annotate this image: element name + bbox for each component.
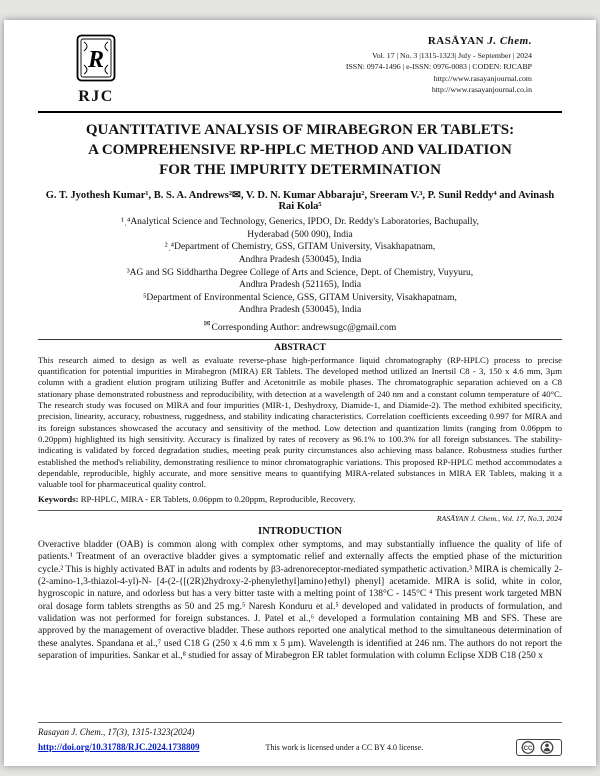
journal-url-in[interactable]: http://www.rasayanjournal.co.in: [431, 84, 532, 94]
journal-masthead: [346, 34, 532, 95]
svg-text:CC: CC: [523, 746, 533, 752]
journal-title: [346, 34, 532, 50]
journal-abbrev: J. Chem.: [487, 35, 532, 47]
footer-links-row: [38, 742, 562, 756]
journal-logo-block: [72, 34, 120, 106]
title-line-1: QUANTITATIVE ANALYSIS OF MIRABEGRON ER TABLETS:: [85, 122, 515, 138]
journal-name: RASĀYAN: [427, 35, 485, 47]
cc-by-badge[interactable]: [516, 739, 562, 756]
title-line-2: A COMPREHENSIVE RP-HPLC METHOD AND VALIDATION: [88, 141, 512, 158]
abstract-body: This research aimed to design as well as evaluate reverse-phase high-performance liquid chromatography (RP-HPLC) process to precise quantification for potential impurities in Mirabegron (MIRA) ER Tablets. The developed method utilized an Inertsil C8 - 3, 150 x 4.6 mm, 3µm column with a gradient elution program utilizing Buffer and Acetonitrile as mobile phases. The chromatographic separation achieved on a C8 stationary phase demonstrated robustness and reproducibility, with detection at a wavelength of 240 nm and a constant column temperature of 40°C. The research study was focused on MIRA and four impurities (MIR-1, Deshydroxy, Diamide-1, and Diamide-2). The method exhibited specificity, precision, linearity, accuracy, robustness, ruggedness, and stability indicating characteristics. Correlation coefficients exceeding 0.997 for MIRA and its foreign substances showcased the accuracy and sensitivity of the method. Low detection and quantization limits (ranging from 0.06ppm to 0.20ppm) highlighted its high sensitivity. Accuracy is finalized by rates of recovery as 96.1% to 100.3% for all foreign substances. The stability-indicating is validated by forced degradation studies, meeting peak purity circumstances also achieving mass balance. Robustness studies further established the method's reliability, demonstrating resilience to minor chromatographic variations. This proposed RP-HPLC method accommodates a dependable, reproducible, highly accurate, and more sensitive means to quantifying MIRA-related substances in MIRA ER Tablets, making it a valuable tool for pharmaceutical quality control.: [38, 354, 562, 490]
corresponding-author-line: [38, 319, 562, 333]
footer-citation: Rasayan J. Chem., 17(3), 1315-1323(2024): [38, 727, 195, 737]
keywords-label: Keywords:: [38, 493, 79, 504]
introduction-heading: INTRODUCTION: [257, 525, 342, 537]
journal-header: [38, 32, 562, 106]
header-rule: [38, 111, 562, 113]
rjc-logo-emblem: [76, 34, 116, 82]
affiliation-line: Andhra Pradesh (530045), India: [238, 305, 362, 316]
keywords-text: RP-HPLC, MIRA - ER Tablets, 0.06ppm to 0.20ppm, Reproducible, Recovery.: [78, 493, 356, 504]
section-rule: [38, 510, 562, 511]
affiliation-line: ³AG and SG Siddhartha Degree College of Arts and Science, Dept. of Chemistry, Vuyyuru,: [126, 267, 474, 278]
volume-line: Vol. 17 | No. 3 |1315-1323| July - September | 2024: [372, 50, 532, 60]
running-head: RASĀYAN J. Chem., Vol. 17, No.3, 2024: [436, 513, 562, 523]
page-footer: [38, 722, 562, 756]
doi-link[interactable]: http://doi.org/10.31788/RJC.2024.1738809: [38, 742, 200, 752]
affiliation-line: Andhra Pradesh (521165), India: [238, 280, 362, 291]
rjc-logo-text: RJC: [78, 88, 114, 105]
authors-line: G. T. Jyothesh Kumar¹, B. S. A. Andrews²✉, V. D. N. Kumar Abbaraju², Sreeram V.³, P. Sunil Reddy⁴ and Avinash Rai Kola⁵: [45, 190, 555, 213]
affiliation-line: Hyderabad (500 090), India: [247, 229, 353, 240]
svg-text:R: R: [87, 47, 105, 73]
affiliation-line: ²ˌ⁴Department of Chemistry, GSS, GITAM University, Visakhapatnam,: [164, 242, 436, 253]
article-title: [38, 121, 562, 180]
envelope-icon: ✉: [203, 318, 211, 328]
abstract-top-rule: [38, 339, 562, 340]
affiliation-line: ¹ˌ⁴Analytical Science and Technology, Generics, IPDO, Dr. Reddy's Laboratories, Bachupally,: [121, 217, 479, 228]
affiliation-line: ⁵Department of Environmental Science, GSS, GITAM University, Visakhapatnam,: [143, 292, 457, 303]
journal-url-com[interactable]: http://www.rasayanjournal.com: [433, 73, 532, 83]
corresponding-author-text[interactable]: Corresponding Author: andrewsugc@gmail.com: [211, 322, 397, 333]
issn-line: ISSN: 0974-1496 | e-ISSN: 0976-0083 | CODEN: RJCABP: [345, 62, 532, 72]
article-page: [4, 20, 596, 766]
affiliation-line: Andhra Pradesh (530045), India: [238, 254, 362, 265]
abstract-heading: ABSTRACT: [274, 342, 326, 353]
introduction-body: Overactive bladder (OAB) is common along with complex other symptoms, and may substantially influence the quality of life of patients.¹ Treatment of an overactive bladder gives a symptomatic relief and externally affects the emptied phase of the micturition cycle.² This is highly activated BAT in adults and rodents by β3-adrenoreceptor-mediated sympathetic activation.³ MIRA is chemically 2-(2-amino-1,3-thiazol-4-yl)-N- [4-(2-{[(2R)2hydroxy-2-phenylethyl]amino}ethyl) phenyl] acetamide. MIRA is solid, white in color, hygroscopic in nature, and odorless but has a very bitter taste with a melting point of 138°C - 145°C ⁴ This present work targeted MBN oral dosage form tablets strengths as 50 and 25 mg.⁵ Naresh Konduru et al.⁵ developed and validated in products of formulation, and validation was not performed for foreign substances. J. Patel et al.,⁶ developed a formulation containing MB and SFS. These are approved by the management of overactive bladder. These authors reported one analytical method to the simultaneous determination of these analytes. Spandana et al.,⁷ used C18 G (250 x 4.6 mm x 5 µm). Wavelength is identified at 246 nm. The authors do not report the separation of impurities. Sankar et al.,⁸ studied for assay of Mirabegron ER tablet formulation with column Eclipse XDB C18 (250 x: [38, 539, 562, 661]
license-text: This work is licensed under a CC BY 4.0 license.: [265, 742, 424, 752]
title-line-3: FOR THE IMPURITY DETERMINATION: [159, 161, 441, 178]
keywords-line: [38, 494, 562, 505]
affiliations: [38, 216, 562, 316]
